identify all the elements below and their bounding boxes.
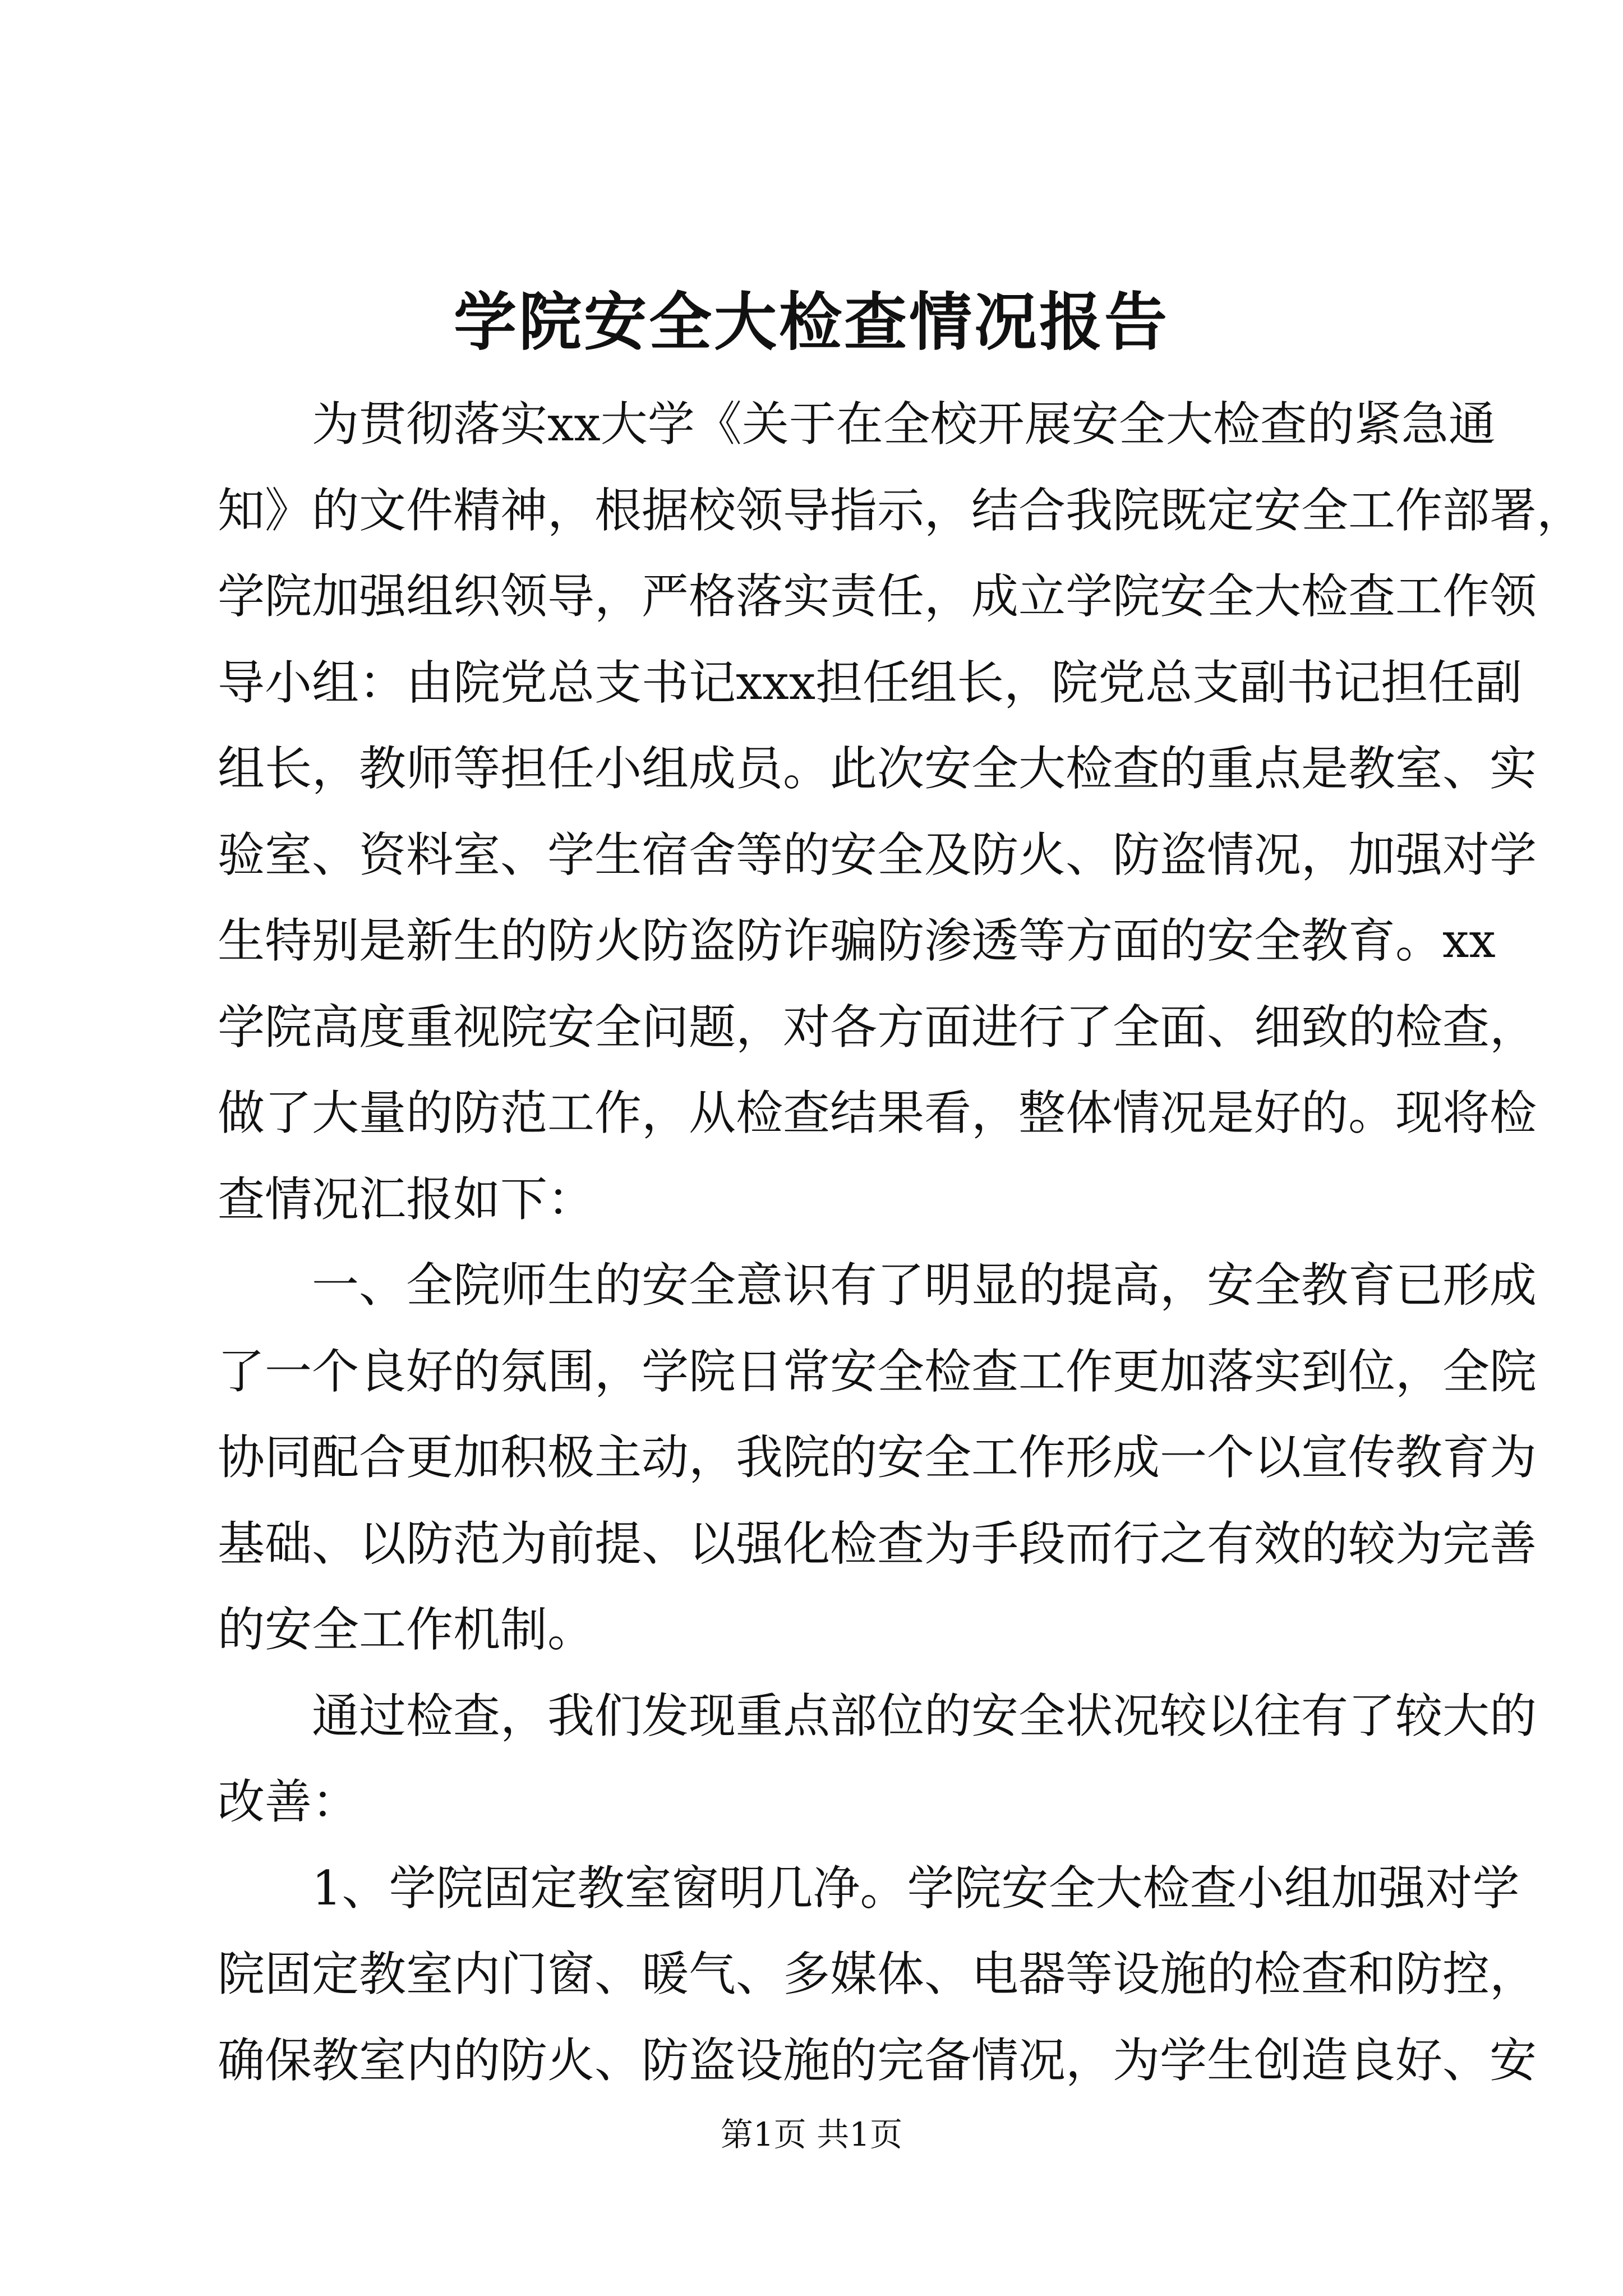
body-line: 基础、以防范为前提、以强化检查为手段而行之有效的较为完善 <box>218 1516 1537 1571</box>
body-line: 改善： <box>218 1774 359 1829</box>
body-line: 生特别是新生的防火防盗防诈骗防渗透等方面的安全教育。xx <box>218 913 1496 968</box>
body-line: 组长，教师等担任小组成员。此次安全大检查的重点是教室、实 <box>218 741 1537 796</box>
body-line: 为贯彻落实xx大学《关于在全校开展安全大检查的紧急通 <box>218 397 1496 452</box>
body-line: 了一个良好的氛围，学院日常安全检查工作更加落实到位，全院 <box>218 1343 1537 1399</box>
body-line: 查情况汇报如下： <box>218 1171 595 1227</box>
body-line: 学院高度重视院安全问题，对各方面进行了全面、细致的检查， <box>218 999 1537 1055</box>
document-body <box>218 381 1584 2104</box>
body-line: 通过检查，我们发现重点部位的安全状况较以往有了较大的 <box>218 1688 1537 1743</box>
body-line: 验室、资料室、学生宿舍等的安全及防火、防盗情况，加强对学 <box>218 827 1537 882</box>
body-line: 导小组：由院党总支书记xxx担任组长，院党总支副书记担任副 <box>218 655 1523 710</box>
body-line: 协同配合更加积极主动，我院的安全工作形成一个以宣传教育为 <box>218 1430 1537 1485</box>
page-footer: 第1页 共1页 <box>720 2115 903 2154</box>
body-line: 1、学院固定教室窗明几净。学院安全大检查小组加强对学 <box>218 1860 1520 1916</box>
body-line: 一、全院师生的安全意识有了明显的提高，安全教育已形成 <box>218 1258 1537 1313</box>
document-title: 学院安全大检查情况报告 <box>454 286 1169 359</box>
body-line: 的安全工作机制。 <box>218 1602 595 1657</box>
body-line: 院固定教室内门窗、暖气、多媒体、电器等设施的检查和防控， <box>218 1947 1537 2001</box>
body-line: 确保教室内的防火、防盗设施的完备情况，为学生创造良好、安 <box>218 2032 1537 2088</box>
body-line: 知》的文件精神，根据校领导指示，结合我院既定安全工作部署， <box>218 482 1584 538</box>
body-line: 学院加强组织领导，严格落实责任，成立学院安全大检查工作领 <box>218 569 1537 624</box>
body-line: 做了大量的防范工作，从检查结果看，整体情况是好的。现将检 <box>218 1085 1537 1140</box>
